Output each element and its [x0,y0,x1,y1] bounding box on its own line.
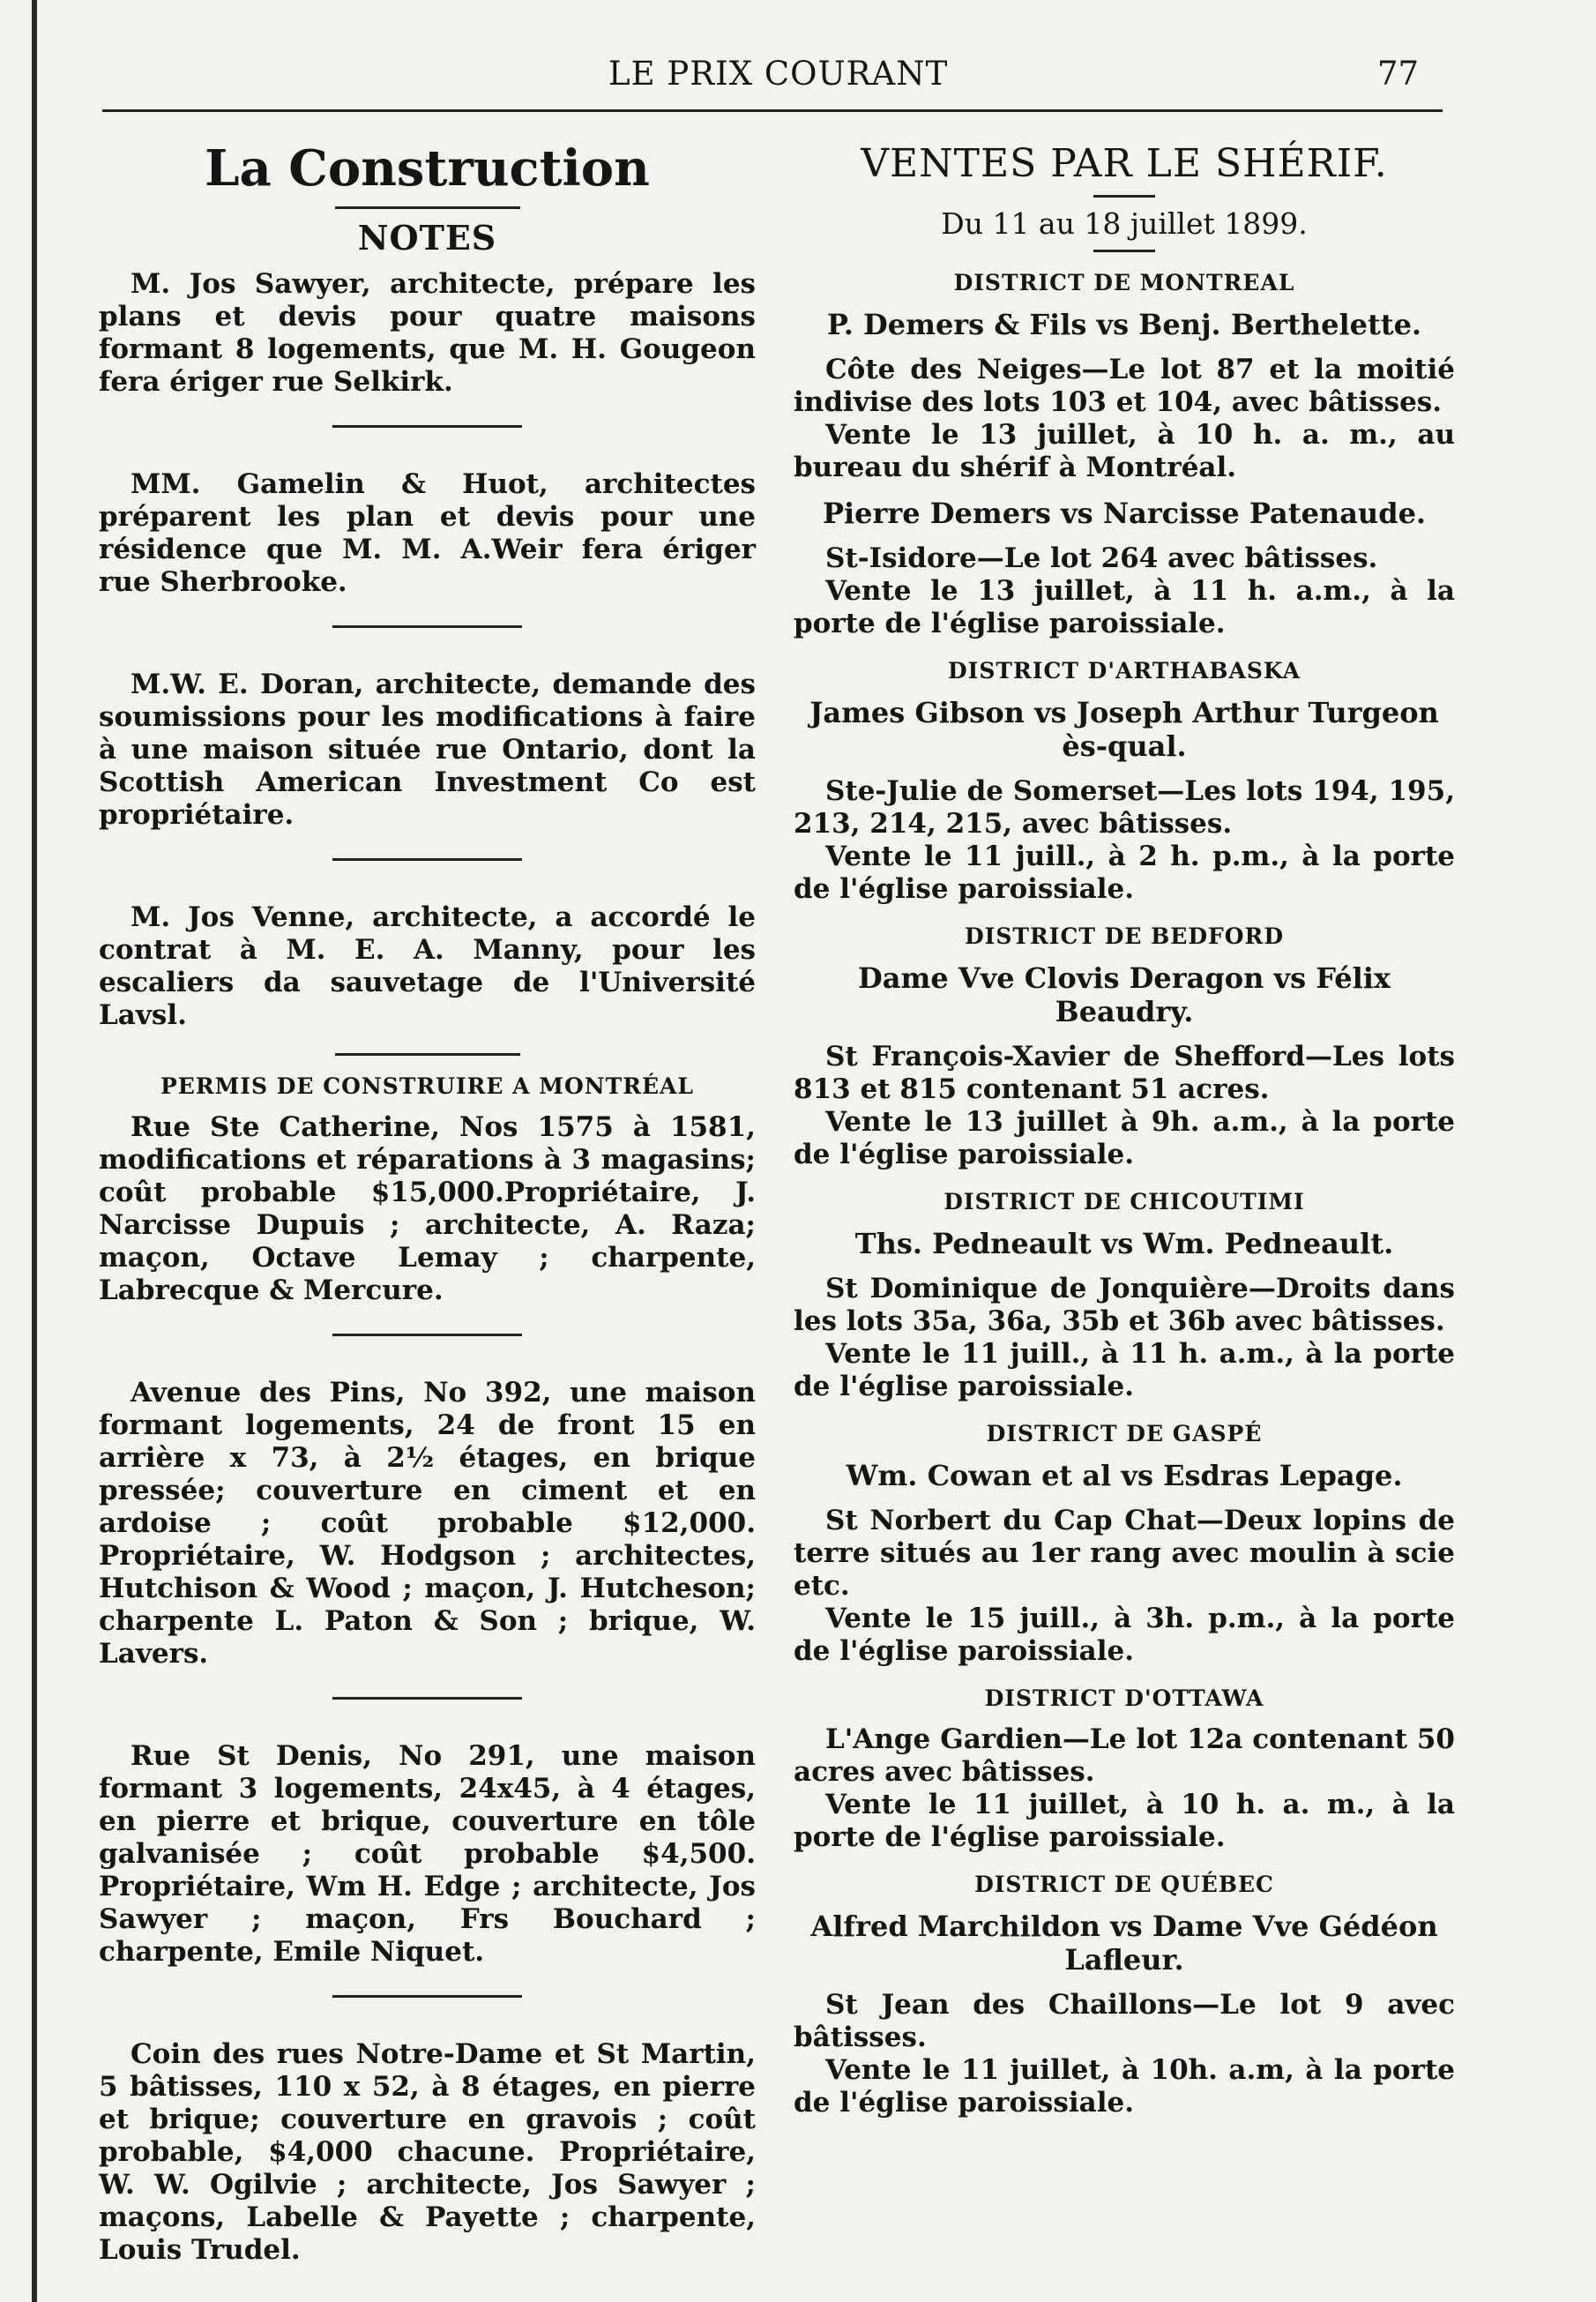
lot-description: St Jean des Chaillons—Le lot 9 avec bâtisses. [794,1989,1455,2053]
divider [335,1053,520,1056]
note-paragraph: M. Jos Sawyer, architecte, prépare les plans et devis pour quatre maisons formant 8 logements, que M. H. Gougeon fera ériger rue Selkirk. [99,268,756,398]
case-parties: P. Demers & Fils vs Benj. Berthelette. [826,308,1422,341]
sheriff-sales-title: VENTES PAR LE SHÉRIF. [861,141,1388,186]
divider [332,858,522,861]
case-parties: Wm. Cowan et al vs Esdras Lepage. [846,1459,1403,1492]
sale-details: Vente le 13 juillet à 9h. a.m., à la porte de l'église paroissiale. [794,1106,1455,1170]
lot-description: St François-Xavier de Shefford—Les lots 813 et 815 contenant 51 acres. [794,1041,1455,1105]
case-parties: Ths. Pedneault vs Wm. Pedneault. [854,1227,1394,1260]
running-header-title: LE PRIX COURANT [608,55,949,93]
sale-details: Vente le 11 juill., à 11 h. a.m., à la porte de l'église paroissiale. [794,1338,1455,1402]
divider [332,1697,522,1700]
sale-details: Vente le 15 juill., à 3h. p.m., à la porte de l'église paroissiale. [794,1603,1455,1667]
district-heading: DISTRICT DE MONTREAL [953,270,1295,295]
permits-heading: PERMIS DE CONSTRUIRE A MONTRÉAL [160,1073,694,1099]
sale-details: Vente le 11 juillet, à 10h. a.m, à la porte de l'église paroissiale. [794,2054,1455,2119]
lot-description: St-Isidore—Le lot 264 avec bâtisses. [825,542,1378,574]
sale-details: Vente le 11 juill., à 2 h. p.m., à la porte de l'église paroissiale. [794,841,1455,905]
divider [335,206,520,209]
case-parties: Alfred Marchildon vs Dame Vve Gédéon Lafleur. [810,1910,1438,1977]
case-parties: Pierre Demers vs Narcisse Patenaude. [822,497,1427,530]
divider [1093,195,1155,198]
district-heading: DISTRICT DE BEDFORD [965,923,1284,949]
divider [1093,250,1155,252]
district-heading: DISTRICT DE CHICOUTIMI [943,1189,1305,1215]
case-parties: Dame Vve Clovis Deragon vs Félix Beaudry. [858,961,1391,1028]
header-rule [102,109,1443,112]
left-column [99,123,756,2267]
divider [332,425,522,428]
district-heading: DISTRICT D'ARTHABASKA [947,658,1301,684]
lot-description: Ste-Julie de Somerset—Les lots 194, 195, 213, 214, 215, avec bâtisses. [794,775,1455,840]
permit-paragraph: Avenue des Pins, No 392, une maison formant logements, 24 de front 15 en arrière x 73, à 2½ étages, en brique pressée; couverture en ciment et en ardoise ; coût probable $12,000. Propriétaire, W. Hodgson ; architectes, Hutchison & Wood ; maçon, J. Hutcheson; charpente L. Paton & Son ; brique, W. Lavers. [99,1377,756,1670]
lot-description: L'Ange Gardien—Le lot 12a contenant 50 acres avec bâtisses. [794,1723,1455,1788]
lot-description: St Dominique de Jonquière—Droits dans les lots 35a, 36a, 35b et 36b avec bâtisses. [794,1273,1455,1337]
page-number: 77 [1377,55,1420,93]
district-heading: DISTRICT D'OTTAWA [984,1685,1264,1711]
district-heading: DISTRICT DE GASPÉ [986,1421,1263,1446]
permit-paragraph: Rue St Denis, No 291, une maison formant 3 logements, 24x45, à 4 étages, en pierre et brique, couverture en tôle galvanisée ; coût probable $4,500. Propriétaire, Wm H. Edge ; architecte, Jos Sawyer ; maçon, Frs Bouchard ; charpente, Emile Niquet. [99,1740,756,1968]
lot-description: St Norbert du Cap Chat—Deux lopins de terre situés au 1er rang avec moulin à scie etc. [794,1505,1455,1602]
permit-paragraph: Rue Ste Catherine, Nos 1575 à 1581, modifications et réparations à 3 magasins; coût probable $15,000.Propriétaire, J. Narcisse Dupuis ; architecte, A. Raza; maçon, Octave Lemay ; charpente, Labrecque & Mercure. [99,1111,756,1306]
sale-details: Vente le 13 juillet, à 10 h. a. m., au bureau du shérif à Montréal. [794,419,1455,483]
sale-details: Vente le 11 juillet, à 10 h. a. m., à la porte de l'église paroissiale. [794,1789,1455,1853]
divider [332,625,522,628]
case-parties: James Gibson vs Joseph Arthur Turgeon ès-qual. [809,696,1439,763]
note-paragraph: M.W. E. Doran, architecte, demande des soumissions pour les modifications à faire à une maison située rue Ontario, dont la Scottish American Investment Co est propriétaire. [99,669,756,831]
district-heading: DISTRICT DE QUÉBEC [974,1872,1274,1897]
lot-description: Côte des Neiges—Le lot 87 et la moitié indivise des lots 103 et 104, avec bâtisses. [794,354,1455,418]
section-title: La Construction [205,139,650,198]
notes-heading: NOTES [357,218,497,258]
sale-details: Vente le 13 juillet, à 11 h. a.m., à la porte de l'église paroissiale. [794,575,1455,639]
divider [332,1334,522,1336]
note-paragraph: MM. Gamelin & Huot, architectes préparent les plan et devis pour une résidence que M. M. A.Weir fera ériger rue Sherbrooke. [99,468,756,598]
date-range: Du 11 au 18 juillet 1899. [941,206,1308,241]
page-edge-border [32,0,37,2302]
note-paragraph: M. Jos Venne, architecte, a accordé le contrat à M. E. A. Manny, pour les escaliers da sauvetage de l'Université Lavsl. [99,901,756,1031]
permit-paragraph: Coin des rues Notre-Dame et St Martin, 5 bâtisses, 110 x 52, à 8 étages, en pierre et brique; couverture en gravois ; coût probable, $4,000 chacune. Propriétaire, W. W. Ogilvie ; architecte, Jos Sawyer ; maçons, Labelle & Payette ; charpente, Louis Trudel. [99,2038,756,2266]
right-column [794,123,1455,2119]
divider [332,1995,522,1998]
